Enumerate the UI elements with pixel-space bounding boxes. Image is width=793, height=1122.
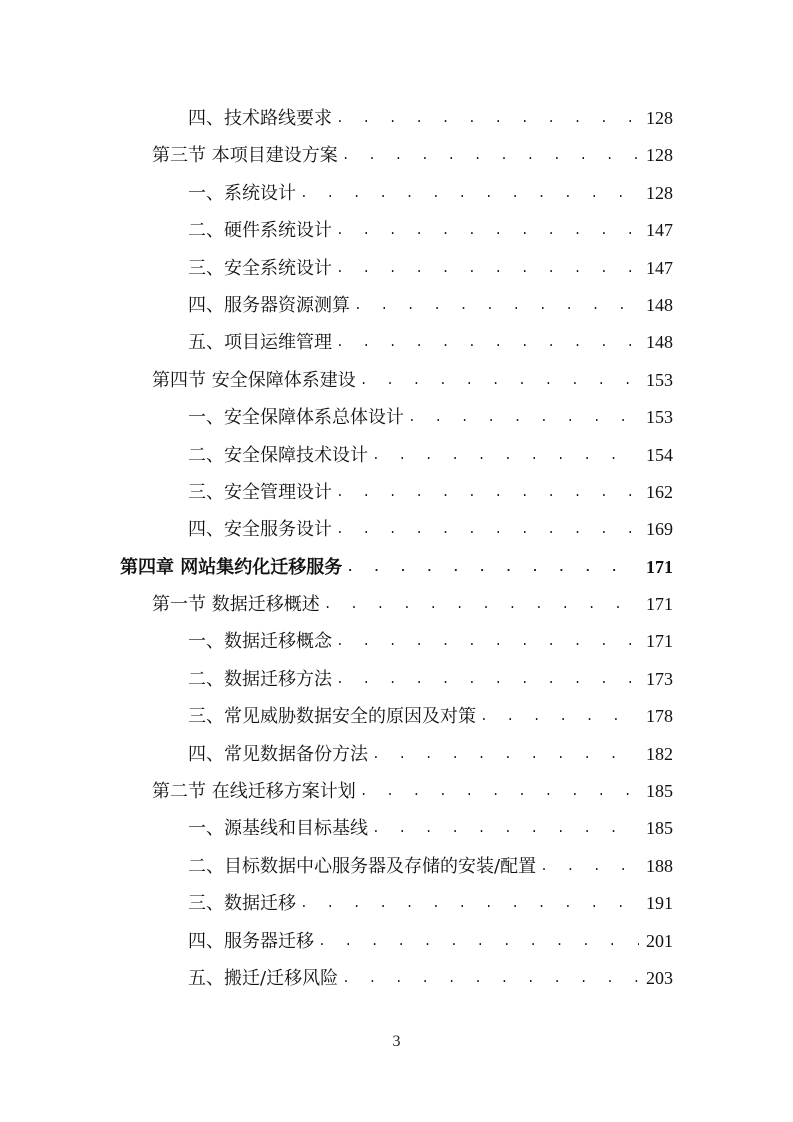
toc-entry-title: 五、项目运维管理 bbox=[188, 332, 332, 354]
dot-leader bbox=[360, 362, 639, 399]
toc-entry-title: 五、搬迁/迁移风险 bbox=[188, 967, 339, 989]
toc-entry-page: 178 bbox=[646, 706, 673, 727]
toc-entry-page: 188 bbox=[646, 855, 673, 876]
dot-leader bbox=[300, 885, 639, 922]
toc-entry-page: 191 bbox=[646, 893, 673, 914]
toc-entry-title: 二、数据迁移方法 bbox=[188, 668, 332, 690]
toc-entry-title: 二、目标数据中心服务器及存储的安装/配置 bbox=[188, 855, 537, 877]
toc-entry-page: 185 bbox=[646, 818, 673, 839]
dot-leader bbox=[336, 212, 639, 249]
dot-leader bbox=[346, 549, 639, 586]
toc-entry-page: 154 bbox=[646, 444, 673, 465]
toc-entry-page: 153 bbox=[646, 369, 673, 390]
toc-entry-title: 二、安全保障技术设计 bbox=[188, 444, 368, 466]
toc-entry-page: 169 bbox=[646, 519, 673, 540]
toc-entry[interactable] bbox=[0, 175, 793, 212]
dot-leader bbox=[480, 698, 639, 735]
toc-entry-title: 四、安全服务设计 bbox=[188, 519, 332, 541]
dot-leader bbox=[336, 623, 639, 660]
toc-entry-title: 一、数据迁移概念 bbox=[188, 631, 332, 653]
toc-entry-title: 四、服务器迁移 bbox=[188, 930, 314, 952]
toc-entry-title: 四、技术路线要求 bbox=[188, 108, 332, 129]
dot-leader bbox=[372, 736, 639, 773]
dot-leader bbox=[336, 474, 639, 511]
toc-entry-title: 第三节 本项目建设方案 bbox=[152, 145, 338, 167]
dot-leader bbox=[408, 399, 639, 436]
toc-entry-page: 173 bbox=[646, 668, 673, 689]
toc-entry[interactable] bbox=[0, 960, 793, 997]
toc-entry-title: 四、常见数据备份方法 bbox=[188, 743, 368, 765]
toc-entry[interactable] bbox=[0, 100, 793, 137]
toc-entry[interactable] bbox=[0, 511, 793, 548]
toc-entry[interactable] bbox=[0, 848, 793, 885]
dot-leader bbox=[336, 511, 639, 548]
dot-leader bbox=[300, 175, 639, 212]
toc-entry[interactable] bbox=[0, 885, 793, 922]
toc-entry-title: 四、服务器资源测算 bbox=[188, 294, 350, 316]
toc-entry-page: 148 bbox=[646, 332, 673, 353]
toc-entry[interactable] bbox=[0, 399, 793, 436]
toc-entry-page: 201 bbox=[646, 930, 673, 951]
dot-leader bbox=[372, 810, 639, 847]
dot-leader bbox=[336, 100, 639, 137]
toc-entry-page: 171 bbox=[646, 631, 673, 652]
toc-entry[interactable] bbox=[0, 362, 793, 399]
toc-entry-title: 一、系统设计 bbox=[188, 182, 296, 204]
toc-entry-page: 153 bbox=[646, 407, 673, 428]
dot-leader bbox=[336, 661, 639, 698]
table-of-contents bbox=[0, 100, 793, 997]
toc-entry-title: 三、常见威胁数据安全的原因及对策 bbox=[188, 706, 476, 728]
dot-leader bbox=[324, 586, 639, 623]
dot-leader bbox=[342, 960, 639, 997]
toc-entry[interactable] bbox=[0, 623, 793, 660]
toc-entry-page: 171 bbox=[646, 594, 673, 615]
toc-entry-title: 三、安全管理设计 bbox=[188, 481, 332, 503]
toc-entry-page: 203 bbox=[646, 967, 673, 988]
toc-entry[interactable] bbox=[0, 212, 793, 249]
toc-entry[interactable] bbox=[0, 586, 793, 623]
dot-leader bbox=[372, 437, 639, 474]
toc-entry-title: 二、硬件系统设计 bbox=[188, 220, 332, 242]
toc-entry-title: 三、安全系统设计 bbox=[188, 257, 332, 279]
toc-entry-page: 185 bbox=[646, 781, 673, 802]
dot-leader bbox=[336, 250, 639, 287]
toc-entry-title: 第一节 数据迁移概述 bbox=[152, 594, 320, 616]
toc-entry-title: 第四章 网站集约化迁移服务 bbox=[120, 556, 343, 578]
toc-entry[interactable] bbox=[0, 736, 793, 773]
toc-entry[interactable] bbox=[0, 661, 793, 698]
toc-entry[interactable] bbox=[0, 250, 793, 287]
toc-entry-title: 第四节 安全保障体系建设 bbox=[152, 369, 356, 391]
toc-entry[interactable] bbox=[0, 137, 793, 174]
toc-entry-page: 147 bbox=[646, 257, 673, 278]
page-number: 3 bbox=[392, 1033, 401, 1050]
toc-entry-page: 148 bbox=[646, 294, 673, 315]
toc-entry[interactable] bbox=[0, 437, 793, 474]
toc-entry[interactable] bbox=[0, 549, 793, 586]
toc-entry-title: 一、源基线和目标基线 bbox=[188, 818, 368, 840]
toc-entry[interactable] bbox=[0, 810, 793, 847]
dot-leader bbox=[318, 923, 639, 960]
dot-leader bbox=[540, 848, 639, 885]
toc-entry[interactable] bbox=[0, 698, 793, 735]
toc-entry-page: 128 bbox=[646, 108, 673, 128]
toc-entry[interactable] bbox=[0, 324, 793, 361]
toc-entry-title: 第二节 在线迁移方案计划 bbox=[152, 781, 356, 803]
toc-entry-page: 182 bbox=[646, 743, 673, 764]
toc-entry-page: 128 bbox=[646, 145, 673, 166]
toc-entry[interactable] bbox=[0, 474, 793, 511]
toc-entry[interactable] bbox=[0, 287, 793, 324]
dot-leader bbox=[336, 324, 639, 361]
toc-entry-title: 三、数据迁移 bbox=[188, 893, 296, 915]
toc-entry-page: 171 bbox=[646, 556, 673, 577]
toc-entry[interactable] bbox=[0, 923, 793, 960]
toc-entry-page: 162 bbox=[646, 481, 673, 502]
dot-leader bbox=[354, 287, 639, 324]
dot-leader bbox=[342, 137, 639, 174]
dot-leader bbox=[360, 773, 639, 810]
toc-entry[interactable] bbox=[0, 773, 793, 810]
toc-entry-page: 147 bbox=[646, 220, 673, 241]
toc-entry-title: 一、安全保障体系总体设计 bbox=[188, 407, 404, 429]
toc-entry-page: 128 bbox=[646, 182, 673, 203]
